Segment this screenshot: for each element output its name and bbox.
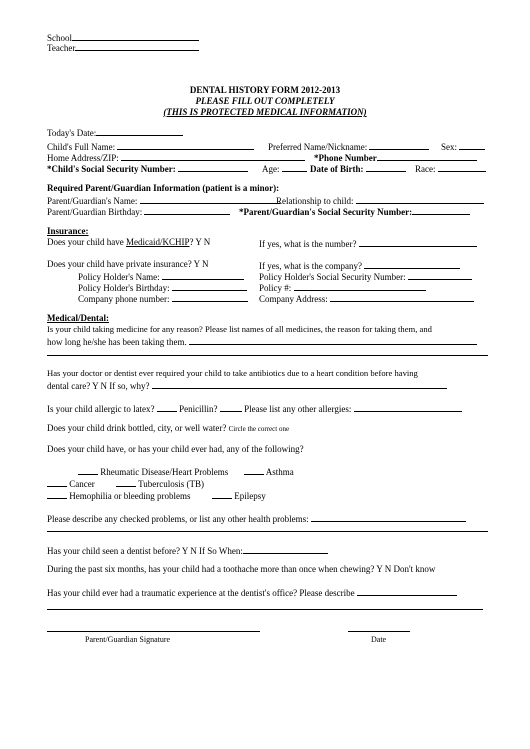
child-ssn-label: *Child's Social Security Number: [47,164,176,174]
child-name-label: Child's Full Name: [47,142,116,152]
holder-birthday-label: Policy Holder's Birthday: [78,283,170,293]
medicine-question-line1: Is your child taking medicine for any reason? Please list names of all medicines, the reason for taking them, and [47,324,432,334]
water-question-label: Does your child drink bottled, city, or well water? [47,423,227,433]
describe-answer-line[interactable] [47,531,488,532]
guardian-ssn-label: *Parent/Guardian's Social Security Number [239,207,410,217]
guardian-name-label: Parent/Guardian's Name: [47,196,138,206]
relationship-label: Relationship to child: [276,196,354,206]
medicaid-question [47,237,210,248]
latex-label: Is your child allergic to latex? [47,404,155,414]
condition-epilepsy[interactable] [212,489,266,502]
signature-label: Parent/Guardian Signature [85,635,171,644]
water-question-hint: Circle the correct one [228,425,290,433]
medicine-question-line2[interactable] [47,335,477,348]
traumatic-answer-line[interactable] [47,609,483,610]
race-field[interactable] [415,162,486,175]
condition-hemophilia[interactable] [47,489,190,502]
child-ssn-field[interactable] [47,162,248,175]
medicaid-kchip-link: Medicaid/KCHIP [125,237,190,247]
company-address-field[interactable] [259,292,474,305]
allergy-question[interactable] [47,402,462,415]
todays-date-field[interactable] [47,126,183,139]
company-address-label: Company Address: [259,294,328,304]
private-insurance-question: Does your child have private insurance? Y N [47,259,209,269]
date-label: Date [371,635,387,644]
race-label: Race: [415,164,436,174]
dentist-before-label: Has your child seen a dentist before? Y N If So When: [47,546,243,556]
address-label: Home Address/ZIP: [47,153,119,163]
medicaid-question-post: ? Y N [189,237,211,247]
dob-field[interactable] [310,162,406,175]
dob-label: Date of Birth: [310,164,364,174]
describe-problems-field[interactable] [47,512,466,525]
traumatic-label: Has your child ever had a traumatic experience at the dentist's office? Please describe [47,588,355,598]
guardian-birthday-field[interactable] [47,205,230,218]
toothache-question: During the past six months, has your child had a toothache more than once when chewing? Y N Don't know [47,564,436,574]
condition-tb-label: Tuberculosis (TB) [138,479,205,489]
antibiotics-question-line1: Has your doctor or dentist ever required your child to take antibiotics due to a heart condition before having [47,368,418,378]
condition-asthma[interactable] [244,465,294,478]
insurance-company-label: If yes, what is the company? [259,261,362,271]
antibiotics-question-label: dental care? Y N If so, why? [47,381,150,391]
phone-label: *Phone Number [314,153,377,163]
medicine-question-label: how long he/she has been taking them. [47,337,187,347]
history-question: Does your child have, or has your child ever had, any of the following? [47,444,304,454]
holder-name-label: Policy Holder's Name: [78,272,160,282]
preferred-name-label: Preferred Name/Nickname: [268,142,368,152]
policy-number-label: Policy #: [259,283,292,293]
sex-label: Sex: [441,142,458,152]
form-subtitle: PLEASE FILL OUT COMPLETELY [195,96,335,106]
age-label: Age: [262,164,280,174]
teacher-field[interactable] [47,41,199,54]
teacher-label: Teacher [47,43,76,53]
medical-heading: Medical/Dental: [47,313,109,323]
describe-problems-label: Please describe any checked problems, or list any other health problems: [47,514,309,524]
company-phone-label: Company phone number: [78,294,170,304]
water-question [47,423,289,435]
penicillin-label: Penicillin? [179,404,218,414]
guardian-birthday-label: Parent/Guardian Birthday: [47,207,143,217]
signature-line[interactable] [47,631,260,632]
guardian-heading: Required Parent/Guardian Information (patient is a minor): [47,183,280,193]
other-allergies-label: Please list any other allergies: [244,404,352,414]
age-field[interactable] [262,162,307,175]
condition-cancer-label: Cancer [69,479,95,489]
condition-hemophilia-label: Hemophilia or bleeding problems [69,491,191,501]
insurance-heading: Insurance: [47,226,89,236]
date-line[interactable] [348,631,410,632]
antibiotics-question-line2[interactable] [47,379,447,392]
traumatic-field[interactable] [47,586,457,599]
school-label: School [47,33,73,43]
condition-epilepsy-label: Epilepsy [234,491,266,501]
medicaid-question-pre: Does your child have [47,237,126,247]
medicine-answer-line[interactable] [47,355,488,356]
form-title: DENTAL HISTORY FORM 2012-2013 [189,85,341,95]
condition-rheumatic-label: Rheumatic Disease/Heart Problems [100,467,229,477]
medicaid-number-field[interactable] [259,237,477,250]
medicaid-number-label: If yes, what is the number? [259,239,357,249]
todays-date-label: Today's Date: [47,128,97,138]
holder-ssn-label: Policy Holder's Social Security Number: [259,272,406,282]
guardian-ssn-field[interactable]: *Parent/Guardian's Social Security Number: [239,205,470,218]
form-note: (THIS IS PROTECTED MEDICAL INFORMATION) [163,107,367,117]
dentist-before-field[interactable] [47,544,328,557]
company-phone-field[interactable] [78,292,248,305]
condition-asthma-label: Asthma [265,467,294,477]
